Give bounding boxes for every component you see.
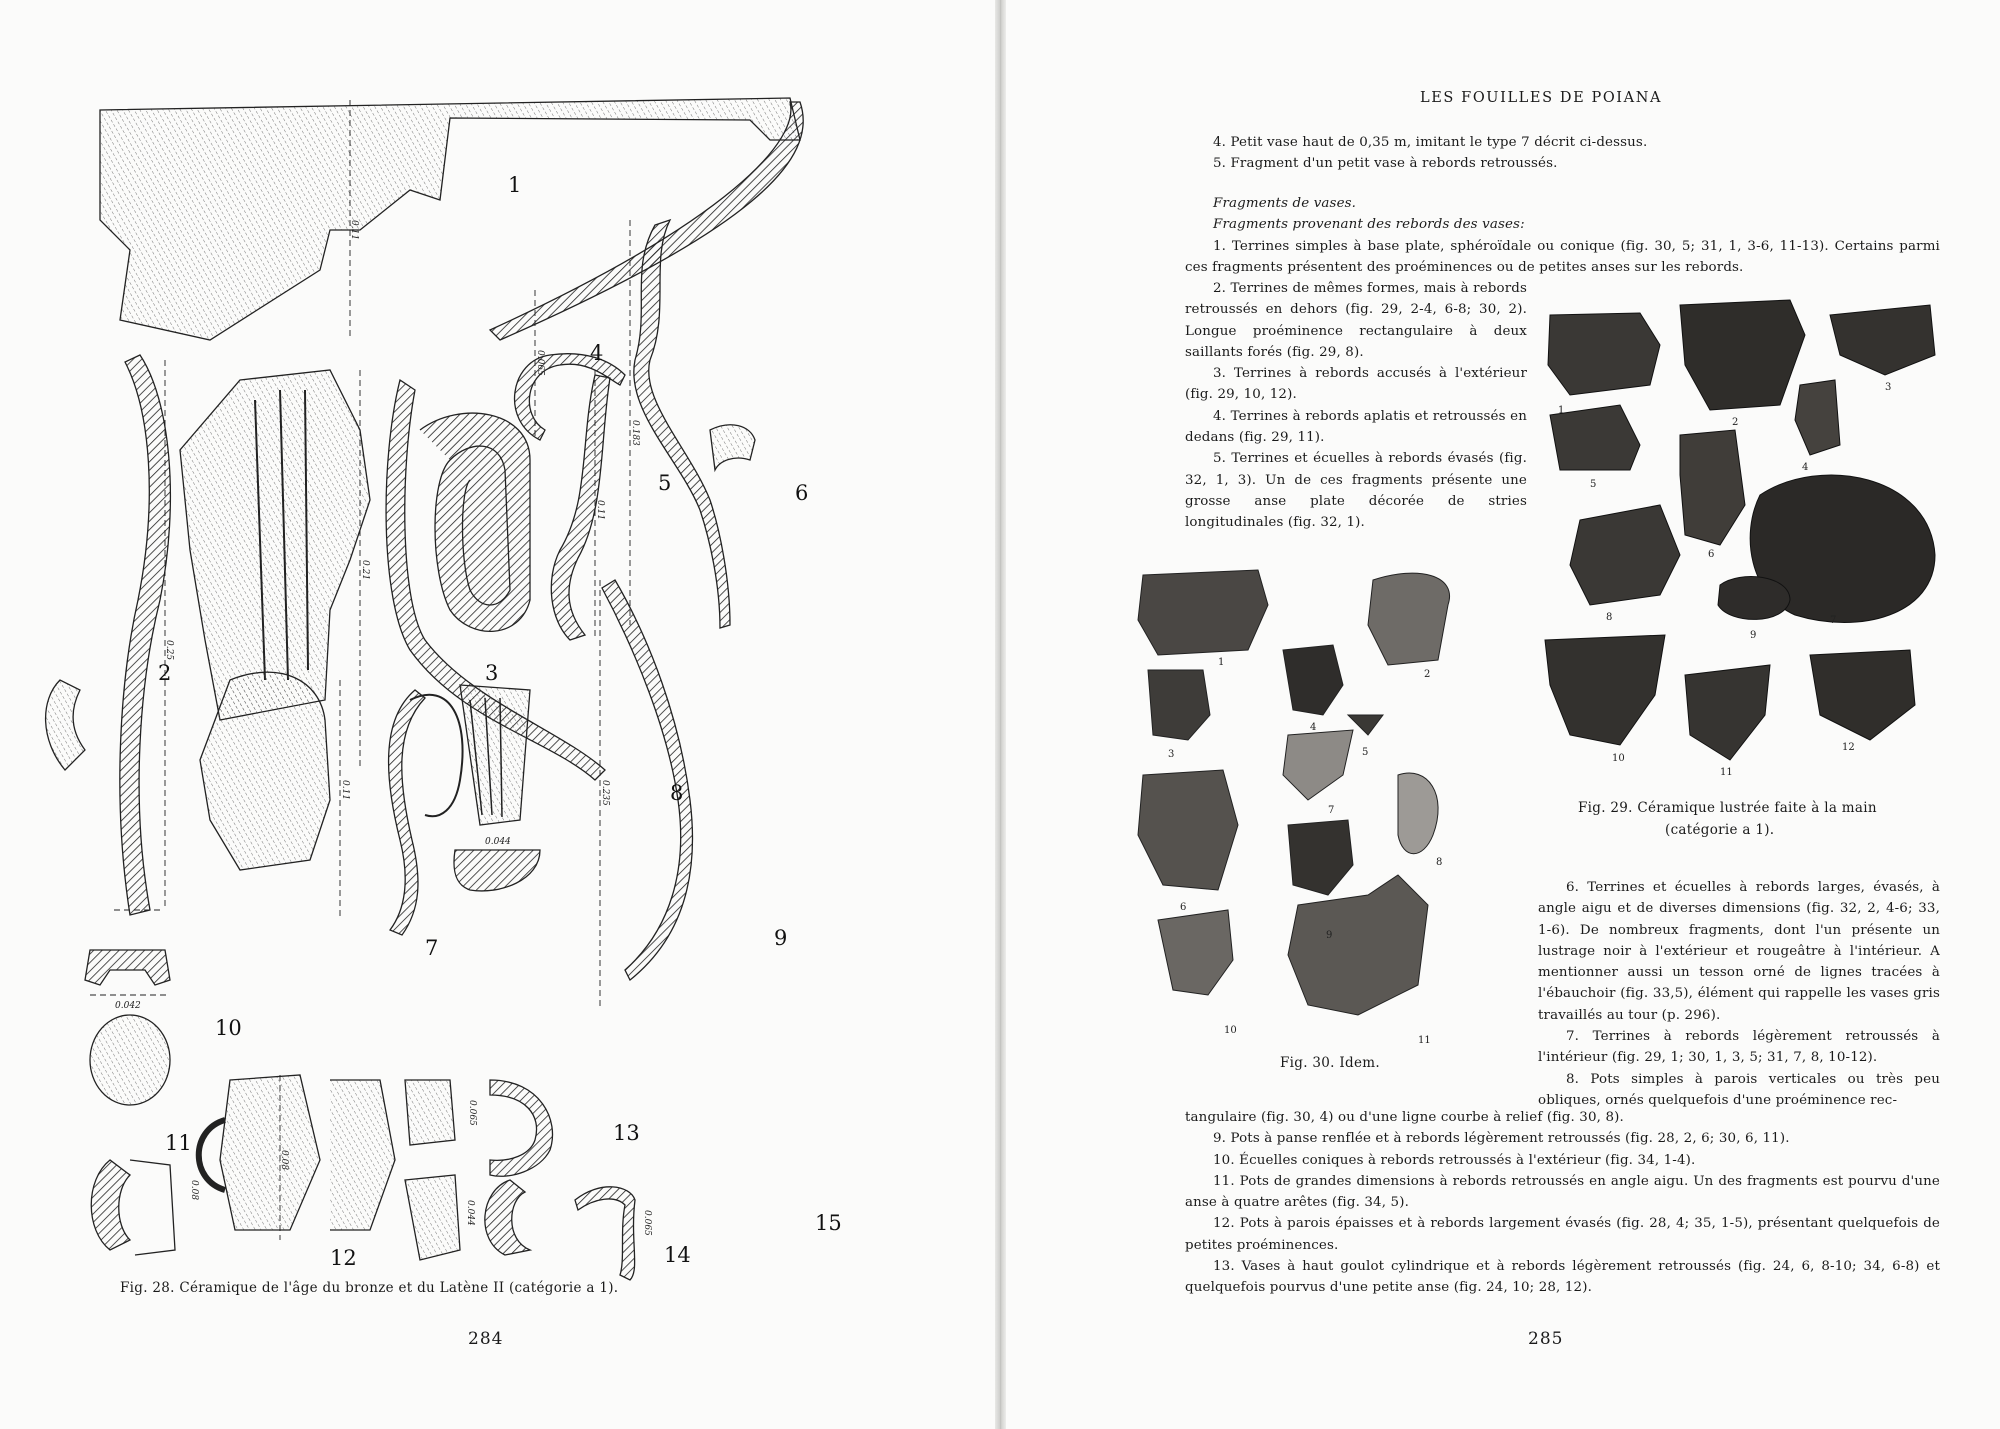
fig30-label-10: 10 xyxy=(1224,1025,1237,1036)
fig30-caption: Fig. 30. Idem. xyxy=(1280,1055,1380,1071)
fig28-profile-9 xyxy=(602,580,693,980)
fig28-label-4: 4 xyxy=(590,341,604,365)
book-gutter xyxy=(995,0,1006,1429)
item-2: 2. Terrines de mêmes formes, mais à rebords retroussés en dehors (fig. 29, 2-4, 6-8; 30, 2). Longue proéminence rectangulaire à deux saillants forés (fig. 29, 8). xyxy=(1185,281,1527,360)
fig28-label-13: 13 xyxy=(613,1121,640,1145)
fig30-sherd-1 xyxy=(1138,570,1268,655)
fig28-dim-9: 0.235 xyxy=(600,780,610,806)
fig29-label-1: 1 xyxy=(1558,405,1565,416)
fig28-label-14: 14 xyxy=(664,1243,691,1267)
item-1: 1. Terrines simples à base plate, sphéroïdale ou conique (fig. 30, 5; 31, 1, 3-6, 11-13). Certains parmi ces fragments présentent des proéminences ou de petites anses sur les rebords. xyxy=(1185,238,1940,275)
fig30-label-8: 8 xyxy=(1436,857,1443,868)
item-8-start: 8. Pots simples à parois verticales ou très peu obliques, ornés quelquefois d'une proéminence rec- xyxy=(1538,1071,1940,1108)
fig28-caption: Fig. 28. Céramique de l'âge du bronze et du Latène II (catégorie a 1). xyxy=(120,1280,619,1296)
fig28-label-3: 3 xyxy=(485,661,499,685)
fig28-dim-14: 0.044 xyxy=(465,1200,475,1226)
item-11: 11. Pots de grandes dimensions à rebords retroussés en angle aigu. Un des fragments est pourvu d'une anse à quatre arêtes (fig. 34, 5). xyxy=(1185,1173,1940,1211)
fig28-profile-15 xyxy=(575,1187,635,1280)
fig29-sherd-2 xyxy=(1680,300,1805,410)
intro-block xyxy=(1185,132,1955,175)
item-7: 7. Terrines à rebords légèrement retroussés à l'intérieur (fig. 29, 1; 30, 1, 3, 5; 31, 7, 8, 10-12). xyxy=(1538,1029,1940,1066)
fig28-handle-3 xyxy=(420,413,530,631)
column-items-2-5 xyxy=(1185,278,1527,534)
fig28-dim-8: 0.044 xyxy=(485,837,511,847)
fig28-profile-7 xyxy=(389,690,425,935)
fig28-dim-1: 0.11 xyxy=(349,220,359,241)
fig30-label-5: 5 xyxy=(1362,747,1369,758)
right-page-number: 285 xyxy=(1528,1329,1564,1349)
fig28-dim-11: 0.08 xyxy=(189,1180,199,1201)
fig30-label-3: 3 xyxy=(1168,749,1175,760)
fig28-sherd-13 xyxy=(405,1080,455,1145)
fig29-sherd-1 xyxy=(1548,313,1660,395)
fig29-sherd-6 xyxy=(1680,430,1745,545)
fig28-handle-7 xyxy=(410,695,463,816)
item-3: 3. Terrines à rebords accusés à l'extérieur (fig. 29, 10, 12). xyxy=(1185,366,1527,403)
fig28-dim-10: 0.042 xyxy=(115,1001,141,1011)
fig29-label-10: 10 xyxy=(1612,753,1625,764)
fig30-sherd-4 xyxy=(1283,645,1343,715)
fig30-sherd-7 xyxy=(1283,730,1353,800)
fig30-sherd-11 xyxy=(1288,875,1428,1015)
fig29-sherd-10 xyxy=(1545,635,1665,745)
fig30-sherd-6 xyxy=(1138,770,1238,890)
fig28-label-8: 8 xyxy=(670,781,684,805)
fig28-dim-13: 0.065 xyxy=(467,1100,477,1126)
fig28-label-5: 5 xyxy=(658,471,672,495)
item-8-end: tangulaire (fig. 30, 4) ou d'une ligne courbe à relief (fig. 30, 8). xyxy=(1185,1110,1624,1125)
fig30-label-9: 9 xyxy=(1326,930,1333,941)
fig30-sherd-10 xyxy=(1158,910,1233,995)
fig28-label-2: 2 xyxy=(158,661,172,685)
fig30-label-7: 7 xyxy=(1328,805,1335,816)
fig28-dim-7: 0.11 xyxy=(340,780,350,801)
fig30-sherd-9 xyxy=(1288,820,1353,895)
intro-item-4: 4. Petit vase haut de 0,35 m, imitant le type 7 décrit ci-dessus. xyxy=(1213,135,1648,150)
running-head: LES FOUILLES DE POIANA xyxy=(1420,90,1663,106)
fig28-handle-2 xyxy=(46,680,85,770)
fig29-sherd-9 xyxy=(1718,577,1790,620)
fig28-ring-11 xyxy=(91,1160,130,1250)
fig28-handle-6 xyxy=(710,425,755,470)
fig28-dim-15: 0.065 xyxy=(642,1210,652,1236)
item-4: 4. Terrines à rebords aplatis et retroussés en dedans (fig. 29, 11). xyxy=(1185,408,1527,446)
item-5: 5. Terrines et écuelles à rebords évasés (fig. 32, 1, 3). Un de ces fragments présente une grosse anse plate décorée de stries longitudinales (fig. 32, 1). xyxy=(1185,451,1527,531)
fig29-label-5: 5 xyxy=(1590,479,1597,490)
fig28-profile-2 xyxy=(120,355,171,915)
fig30-sherd-3 xyxy=(1148,670,1210,740)
fig28-sherd-10 xyxy=(90,1015,170,1105)
fragments-block xyxy=(1185,193,1940,278)
fig28-profile-14 xyxy=(485,1180,530,1255)
fig29-label-7: 7 xyxy=(1830,615,1837,626)
fig29-label-11: 11 xyxy=(1720,767,1733,778)
fig28-drawing xyxy=(30,80,910,1290)
fig28-label-10: 10 xyxy=(215,1016,242,1040)
fig29-label-8: 8 xyxy=(1606,612,1613,623)
fig28-profile-6 xyxy=(634,220,730,628)
fig28-label-7: 7 xyxy=(425,936,439,960)
item-10: 10. Écuelles coniques à rebords retroussés à l'extérieur (fig. 34, 1-4). xyxy=(1213,1152,1696,1168)
heading-fragments: Fragments de vases. xyxy=(1213,196,1357,211)
fig28-label-9: 9 xyxy=(774,926,788,950)
fig29-caption-line-2: (catégorie a 1). xyxy=(1665,822,1775,838)
item-9: 9. Pots à panse renflée et à rebords légèrement retroussés (fig. 28, 2, 6; 30, 6, 11). xyxy=(1213,1131,1790,1147)
fig28-label-1: 1 xyxy=(508,173,522,197)
fig29-sherd-3 xyxy=(1830,305,1935,375)
fig28-sherd-12 xyxy=(220,1075,320,1230)
fig30-label-2: 2 xyxy=(1424,669,1431,680)
fig28-dim-3: 0.21 xyxy=(360,560,370,581)
fig28-dim-6: 0.183 xyxy=(630,420,640,446)
left-page-number: 284 xyxy=(468,1329,504,1349)
fig29-sherd-11 xyxy=(1685,665,1770,760)
fig29-label-4: 4 xyxy=(1802,462,1809,473)
fig28-profile-13 xyxy=(490,1080,553,1176)
fig28-label-11: 11 xyxy=(165,1131,192,1155)
column-items-6-8 xyxy=(1538,877,1940,1111)
fig29-label-2: 2 xyxy=(1732,417,1739,428)
fig30-sherd-2 xyxy=(1368,573,1450,665)
fig28-label-12: 12 xyxy=(330,1246,357,1270)
fig30-label-11: 11 xyxy=(1418,1035,1431,1045)
fig30-sherd-5 xyxy=(1348,715,1383,735)
fig28-label-15: 15 xyxy=(815,1211,842,1235)
fig30-photo xyxy=(1128,565,1528,1045)
fig28-base-8 xyxy=(454,850,540,891)
fig29-sherd-4 xyxy=(1795,380,1840,455)
item-6: 6. Terrines et écuelles à rebords larges, évasés, à angle aigu et de diverses dimensions (fig. 32, 2, 4-6; 33, 1-6). De nombreux fragments, dont l'un présente un lustrage noir à l'extérieur et rougeâtre à l'intérieur. A mentionner aussi un tesson orné de lignes tracées à l'ébauchoir (fig. 33,5), élément qui rappelle les vases gris travaillés au tour (p. 296). xyxy=(1538,880,1940,1023)
fig28-profile-4 xyxy=(515,354,625,440)
fig28-dim-2: 0.25 xyxy=(164,640,174,661)
intro-item-5: 5. Fragment d'un petit vase à rebords retroussés. xyxy=(1213,156,1558,172)
fig29-label-3: 3 xyxy=(1885,382,1892,393)
bottom-items xyxy=(1185,1107,1940,1299)
fig28-sherd-3 xyxy=(180,370,370,720)
fig29-sherd-8 xyxy=(1570,505,1680,605)
item-12: 12. Pots à parois épaisses et à rebords largement évasés (fig. 28, 4; 35, 1-5), présentant quelquefois de petites proéminences. xyxy=(1185,1216,1940,1253)
item-13: 13. Vases à haut goulot cylindrique et à rebords légèrement retroussés (fig. 24, 6, 8-10; 34, 6-8) et quelquefois pourvus d'une petite anse (fig. 24, 10; 28, 12). xyxy=(1185,1259,1940,1296)
fig28-profile-10 xyxy=(85,950,170,985)
fig29-label-6: 6 xyxy=(1708,549,1715,560)
fig28-sherd-14 xyxy=(405,1175,460,1260)
fig30-label-1: 1 xyxy=(1218,657,1225,668)
fig29-label-9: 9 xyxy=(1750,630,1757,641)
fig30-sherd-8 xyxy=(1398,773,1438,854)
fig28-dim-5: 0.11 xyxy=(595,500,605,521)
fig28-dim-4: 0.065 xyxy=(535,350,545,376)
fig28-dim-12: 0.08 xyxy=(279,1150,289,1171)
fig29-label-12: 12 xyxy=(1842,742,1855,753)
fig29-sherd-12 xyxy=(1810,650,1915,740)
heading-rim-fragments: Fragments provenant des rebords des vases: xyxy=(1213,217,1525,233)
fig30-label-4: 4 xyxy=(1310,722,1317,733)
fig29-caption-line-1: Fig. 29. Céramique lustrée faite à la main xyxy=(1578,800,1877,816)
fig29-photo xyxy=(1540,295,1960,795)
fig30-label-6: 6 xyxy=(1180,902,1187,913)
fig28-label-6: 6 xyxy=(795,481,809,505)
